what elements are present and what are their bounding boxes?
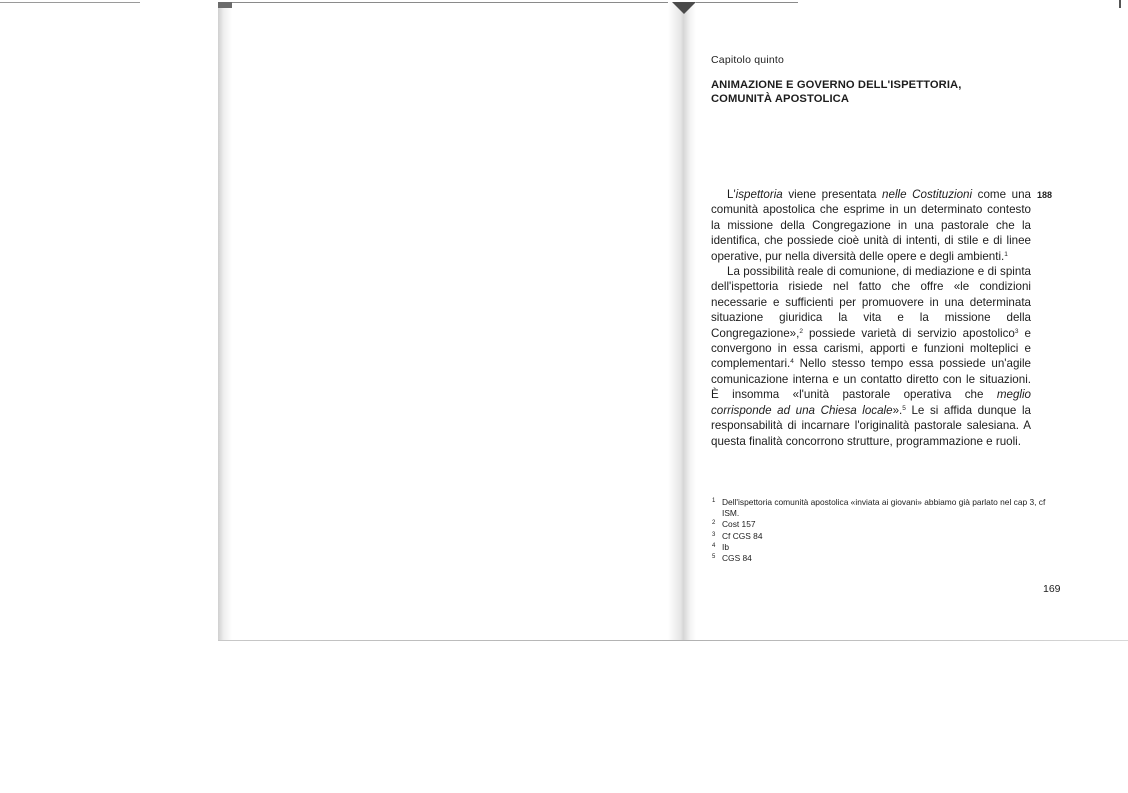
footnote-3 <box>712 531 1052 542</box>
p1-text-2: viene presentata <box>782 188 883 201</box>
book-gutter <box>668 2 696 640</box>
footnote-5 <box>712 553 1052 564</box>
footnote-ref-5: 5 <box>902 404 906 412</box>
footnote-ref-4: 4 <box>790 358 794 366</box>
footnote-text: Ib <box>722 541 729 552</box>
p1-italic-2: nelle Costituzioni <box>882 188 973 201</box>
footnote-4 <box>712 542 1052 553</box>
footnote-mark: 4 <box>712 542 716 549</box>
footnote-mark: 2 <box>712 520 716 527</box>
spread-bottom-edge <box>218 640 1128 641</box>
right-page-corner <box>1119 0 1121 8</box>
footnote-mark: 3 <box>712 531 716 538</box>
gutter-notch <box>672 2 696 14</box>
footnote-2 <box>712 519 1052 530</box>
p1-italic-1: ispettoria <box>735 188 783 201</box>
footnote-text: Dell'ispettoria comunità apostolica «inviata ai giovani» abbiamo già parlato nel cap 3, cf ISM. <box>722 497 1046 519</box>
p2-text-3: e convergono in essa carismi, apporti e funzioni molteplici e complementari. <box>711 326 1032 371</box>
footnotes <box>712 497 1052 564</box>
left-page-corner <box>218 2 232 8</box>
body-text <box>711 187 1031 449</box>
p2-italic-1: meglio corrisponde ad una Chiesa locale <box>711 388 1031 417</box>
margin-article-number: 188 <box>1037 190 1053 200</box>
page-number: 169 <box>1043 583 1061 595</box>
footnote-mark: 5 <box>712 554 716 561</box>
left-page-edge <box>218 2 232 640</box>
footnote-ref-3: 3 <box>1014 327 1019 335</box>
p2-text-1: La possibilità reale di comunione, di mediazione e di spinta dell'ispettoria risiede nel fatto che offre «le condizioni necessarie e sufficienti per promuovere in una determinata situazione giuridica la vita e la missione della Congregazione», <box>711 265 1031 340</box>
p1-text-3: come una comunità apostolica che esprime in un determinato contesto la missione della Congregazione in una pastorale che la identifica, che possiede cioè unità di intenti, di stile e di linee operative, pur nella diversità delle opere e degli ambienti. <box>711 188 1031 263</box>
spread-top-edge <box>218 2 798 3</box>
footnote-text: Cf CGS 84 <box>722 530 763 541</box>
p2-text-5: ». <box>892 403 903 417</box>
p2-text-2: possiede varietà di servizio apostolico <box>802 326 1015 340</box>
chapter-label: Capitolo quinto <box>711 54 785 66</box>
footnote-ref-2: 2 <box>799 327 803 335</box>
chapter-title-line-2: COMUNITÀ APOSTOLICA <box>711 93 850 105</box>
footnote-text: Cost 157 <box>722 519 756 530</box>
paragraph-1 <box>711 187 1031 264</box>
footnote-text: CGS 84 <box>722 553 752 564</box>
p2-text-4: Nello stesso tempo essa possiede un'agile comunicazione interna e un contatto diretto con le situazioni. È insomma «l'unità pastorale operativa che <box>711 357 1031 402</box>
footnote-mark: 1 <box>712 498 716 504</box>
chapter-title-line-1: ANIMAZIONE E GOVERNO DELL'ISPETTORIA, <box>711 79 962 91</box>
p1-text-1: L' <box>727 188 736 201</box>
p2-text-6: Le si affida dunque la responsabilità di incarnare l'originalità pastorale salesiana. A questa finalità concorrono strutture, programmazione e ruoli. <box>711 403 1031 448</box>
footnote-1 <box>712 497 1052 519</box>
paragraph-2 <box>711 264 1031 449</box>
footnote-ref-1: 1 <box>1004 250 1008 258</box>
scan-edge-top <box>0 2 140 3</box>
chapter-title <box>711 78 961 106</box>
